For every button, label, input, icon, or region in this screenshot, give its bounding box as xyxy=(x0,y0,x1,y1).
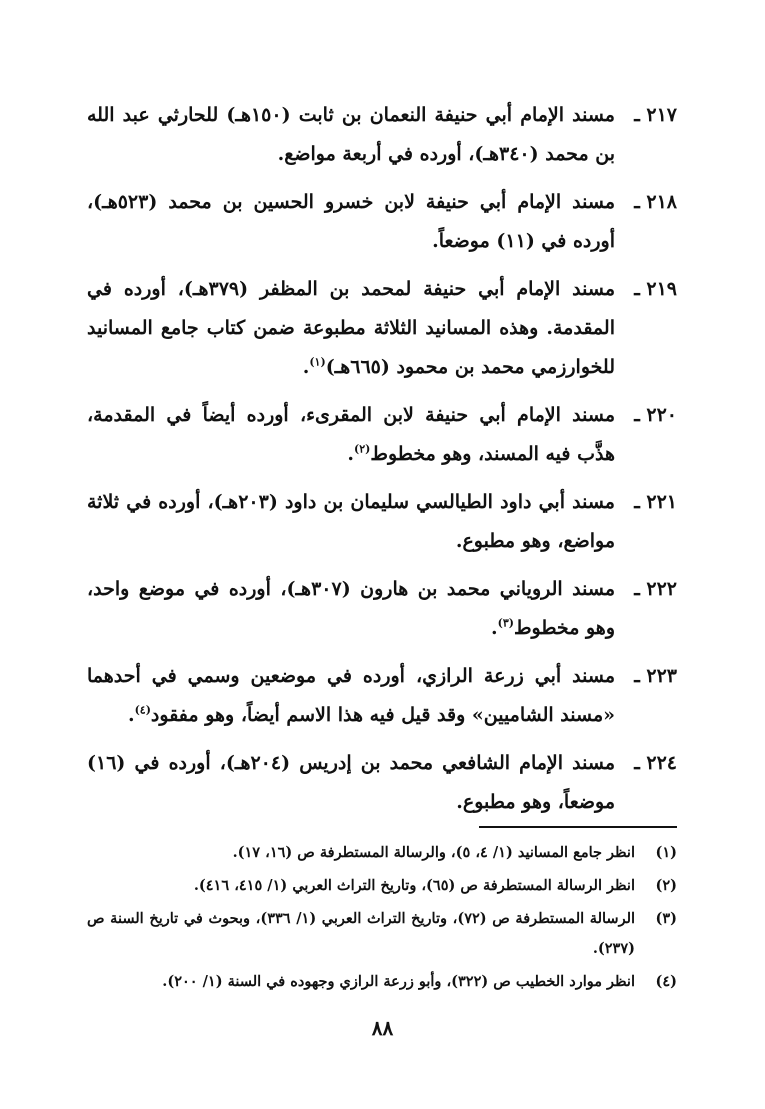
footnote-number: (١) xyxy=(655,844,677,861)
footnote-number: (٣) xyxy=(655,910,677,927)
list-item xyxy=(87,96,677,174)
entry-text: مسند الإمام الشافعي محمد بن إدريس (٢٠٤هـ)، أورده في (١٦) موضعاً، وهو مطبوع. xyxy=(87,752,615,813)
footnote-reference[interactable]: (٣) xyxy=(497,616,514,630)
entry-text: مسند الإمام أبي حنيفة لمحمد بن المظفر (٣٧٩هـ)، أورده في المقدمة. وهذه المسانيد الثلاثة مطبوعة ضمن كتاب جامع المسانيد للخوارزمي محمد بن محمود (٦٦٥هـ) xyxy=(87,278,615,378)
entry-number: ٢١٧ ـ xyxy=(634,104,677,126)
entry-number: ٢٢٢ ـ xyxy=(634,578,677,600)
entry-text: مسند الإمام أبي حنيفة لابن المقرىء، أورده أيضاً في المقدمة، هذَّب فيه المسند، وهو مخطوط xyxy=(87,404,615,465)
footnote-reference[interactable]: (٢) xyxy=(354,442,371,456)
footnote-text: الرسالة المستطرفة ص (٧٢)، وتاريخ التراث العربي (١/ ٣٣٦)، وبحوث في تاريخ السنة ص (٢٣٧). xyxy=(87,910,636,957)
footnote-reference[interactable]: (١) xyxy=(309,355,326,369)
entry-list xyxy=(87,96,677,831)
entry-text: مسند الإمام أبي حنيفة النعمان بن ثابت (١٥٠هـ) للحارثي عبد الله بن محمد (٣٤٠هـ)، أورده في أربعة مواضع. xyxy=(87,104,615,165)
entry-number: ٢٢٠ ـ xyxy=(634,404,677,426)
footnote-divider xyxy=(479,826,677,828)
list-item: ٢٢٣ ـ مسند أبي زرعة الرازي، أورده في موضعين وسمي في أحدهما «مسند الشاميين» وقد قيل فيه هذا الاسم أيضاً، وهو مفقود$^{(٤)}$. xyxy=(87,657,677,735)
list-item: ٢١٩ ـ مسند الإمام أبي حنيفة لمحمد بن المظفر (٣٧٩هـ)، أورده في المقدمة. وهذه المسانيد الثلاثة مطبوعة ضمن كتاب جامع المسانيد للخوارزمي محمد بن محمود (٦٦٥هـ)$^{(١)}$. xyxy=(87,270,677,387)
entry-number: ٢٢٣ ـ xyxy=(634,665,677,687)
list-item xyxy=(87,483,677,561)
list-item xyxy=(87,744,677,822)
footnote-number: (٤) xyxy=(655,973,677,990)
list-item: ٢٢٢ ـ مسند الروياني محمد بن هارون (٣٠٧هـ)، أورده في موضع واحد، وهو مخطوط$^{(٣)}$. xyxy=(87,570,677,648)
footnote xyxy=(87,967,677,997)
footnote xyxy=(87,871,677,901)
footnote-number: (٢) xyxy=(655,877,677,894)
entry-text: مسند أبي داود الطيالسي سليمان بن داود (٢٠٣هـ)، أورده في ثلاثة مواضع، وهو مطبوع. xyxy=(87,491,615,552)
footnote xyxy=(87,838,677,868)
entry-text: مسند أبي زرعة الرازي، أورده في موضعين وسمي في أحدهما «مسند الشاميين» وقد قيل فيه هذا الاسم أيضاً، وهو مفقود xyxy=(87,665,615,726)
list-item: ٢٢٠ ـ مسند الإمام أبي حنيفة لابن المقرىء، أورده أيضاً في المقدمة، هذَّب فيه المسند، وهو مخطوط$^{(٢)}$. xyxy=(87,396,677,474)
footnote-list xyxy=(87,838,677,1000)
footnote-text: انظر موارد الخطيب ص (٣٢٢)، وأبو زرعة الرازي وجهوده في السنة (١/ ٢٠٠). xyxy=(162,973,635,990)
list-item xyxy=(87,183,677,261)
entry-number: ٢٢٤ ـ xyxy=(634,752,677,774)
page-number: ٨٨ xyxy=(371,1016,394,1040)
footnote-text: انظر جامع المسانيد (١/ ٤، ٥)، والرسالة المستطرفة ص (١٦، ١٧). xyxy=(232,844,635,861)
footnote-reference[interactable]: (٤) xyxy=(134,703,151,717)
footnote xyxy=(87,904,677,964)
entry-number: ٢٢١ ـ xyxy=(634,491,677,513)
footnote-text: انظر الرسالة المستطرفة ص (٦٥)، وتاريخ التراث العربي (١/ ٤١٥، ٤١٦). xyxy=(193,877,635,894)
entry-number: ٢١٨ ـ xyxy=(634,191,677,213)
entry-text: مسند الروياني محمد بن هارون (٣٠٧هـ)، أورده في موضع واحد، وهو مخطوط xyxy=(87,578,615,639)
entry-text: مسند الإمام أبي حنيفة لابن خسرو الحسين بن محمد (٥٢٣هـ)، أورده في (١١) موضعاً. xyxy=(87,191,615,252)
entry-number: ٢١٩ ـ xyxy=(634,278,677,300)
